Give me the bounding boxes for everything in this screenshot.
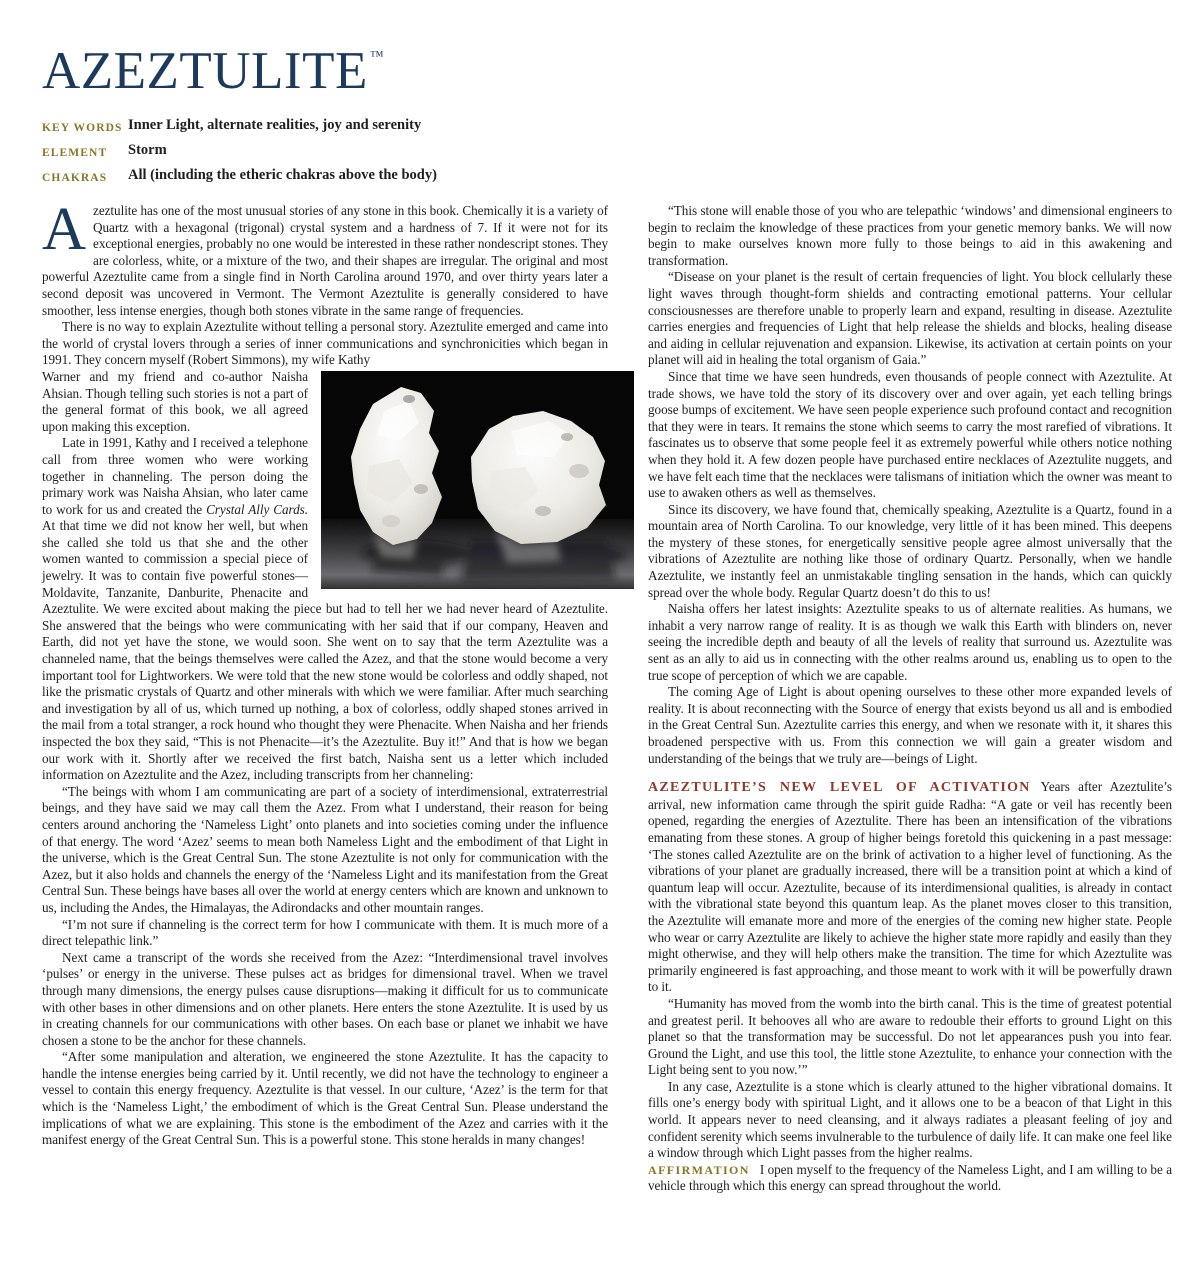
text-segment: In any case, Azeztulite is a stone which is clearly attuned to the higher vibrational domains. It fills one’s energy body with spiritual Light, and it allows one to be a beacon of that Light in this world. It appears never to need cleansing, and it always radiates a pleasant feeling of joy and confident serenity which seems invulnerable to the turbulence of daily life. It can make one feel like a window through which Light passes from the higher realms. <box>648 1078 1172 1161</box>
body-paragraph <box>42 784 608 917</box>
text-segment: Warner and my friend and co-author Naisha Ahsian. Though telling such stories is not a part of the general format of this book, we all agreed upon making this exception. <box>42 368 308 434</box>
meta-value: Storm <box>128 142 167 158</box>
left-column <box>42 196 608 1195</box>
text-segment: I open myself to the frequency of the Nameless Light, and I am willing to be a vehicle through which this energy can spread throughout the world. <box>648 1161 1172 1194</box>
meta-label: KEY WORDS <box>42 122 123 134</box>
meta-value: All (including the etheric chakras above the body) <box>128 167 437 183</box>
body-paragraph <box>648 996 1172 1079</box>
page-header <box>42 30 1172 189</box>
text-segment: There is no way to explain Azeztulite without telling a personal story. Azeztulite emerged and came into the world of crystal lovers through a series of inner communications and synchronicities which began in 1991. They concern myself (Robert Simmons), my wife Kathy <box>42 319 608 368</box>
meta-row <box>42 114 1172 139</box>
two-column-body <box>42 196 1172 1195</box>
meta-label: CHAKRAS <box>42 172 108 184</box>
azeztulite-photo <box>321 371 634 589</box>
text-segment: “After some manipulation and alteration, we engineered the stone Azeztulite. It has the capacity to handle the intense energies being carried by it. Until recently, we did not have the technology to engineer a vessel to contain this energy frequency. Azeztulite is that vessel. In our culture, ‘Azez’ is the term for that which is the ‘Nameless Light,’ the embodiment of which is the Great Central Sun. Please understand the implications of what we are explaining. This stone is the embodiment of the Azez and carries with it the manifest energy of the Great Central Sun. This is a powerful stone. This stone heralds in many changes! <box>42 1049 608 1148</box>
text-segment: “Humanity has moved from the womb into the birth canal. This is the time of greatest potential and greatest peril. It behooves all who are aware to redouble their efforts to ground Light on this planet so that the transformation may be successful. Do not let appearances push you into fear. Ground the Light, and use this tool, the little stone Azeztulite, to enhance your connection with the Light being sent to you now.’” <box>648 995 1172 1078</box>
title-text: AZEZTULITE <box>42 42 368 100</box>
body-paragraph <box>648 369 1172 502</box>
text-segment: At that time we did not know her well, but when she called she told us that she and the other women wanted to commission a special piece of jewelry. It was to contain five powerful stones—Moldavite, Tanzanite, Danburite, Phenacite and Azeztulite. We were excited about making the piece but had to tell her we had never heard of Azeztulite. She answered that the beings who were communicating with her said that if our company, Heaven and Earth, did not yet have the stone, we would soon. She went on to say that the term Azeztulite was a channeled name, that the beings themselves were called the Azez, and that the stone would become a very important tool for Lightworkers. We were told that the new stone would be colorless and oddly shaped, not like the prismatic crystals of Quartz and other minerals with which we were familiar. After much searching and investigation by all of us, which turned up nothing, a box of colorless, oddly shaped stones arrived in the mail from a total stranger, a rock hound who thought they were Phenacite. When Naisha and her friends inspected the box they said, “This is not Phenacite—it’s the Azeztulite. Buy it!” And that is how we began our work with it. Shortly after we received the first batch, Naisha sent us a letter which included information on Azeztulite and the Azez, including transcripts from her channeling: <box>42 518 608 783</box>
body-paragraph <box>42 1049 608 1149</box>
affirmation-paragraph <box>648 1162 1172 1195</box>
text-segment: Late in 1991, Kathy and I received a telephone call from three women who were working together in channeling. The person doing the primary work was Naisha Ahsian, who later came to work for us and created the <box>42 435 308 517</box>
body-paragraph <box>648 269 1172 369</box>
text-segment: Next came a transcript of the words she received from the Azez: “Interdimensional travel involves ‘pulses’ or energy in the universe. These pulses act as bridges for dimensional travel. When we travel through many dimensions, the energy pulses cause disruptions—making it difficult for us to communicate with other bases in other dimensions and on other planets. Here enters the stone Azeztulite. It is used by us in creating channels for our communications with other bases. On each base or planet we inhabit we have chosen a stone to be the anchor for these channels. <box>42 949 608 1048</box>
text-segment: Naisha offers her latest insights: Azeztulite speaks to us of alternate realities. As humans, we inhabit a very narrow range of reality. It is as though we walk this Earth with blinders on, never seeing the incredible depth and beauty of all the levels of reality that surround us. Azeztulite was sent as an ally to aid us in connecting with the other realms around us, enabling us to open to the true scope of perception of which we are capable. <box>648 601 1172 683</box>
body-paragraph <box>648 203 1172 269</box>
body-paragraph <box>42 319 608 369</box>
affirmation-label: AFFIRMATION <box>648 1162 750 1177</box>
intro-paragraph <box>42 196 608 319</box>
meta-label: ELEMENT <box>42 147 108 159</box>
body-paragraph <box>648 601 1172 684</box>
drop-cap: A <box>42 196 87 263</box>
right-column <box>648 203 1172 1195</box>
body-paragraph <box>42 917 608 950</box>
section-heading: AZEZTULITE’S NEW LEVEL OF ACTIVATION <box>648 780 1031 796</box>
text-segment: Years after Azeztulite’s arrival, new information came through the spirit guide Radha: “A gate or veil has recently been opened, regarding the energies of Azeztulite. There has been an intensification of the vibrations emanating from these stones. A group of higher beings foretold this quickening in a past message: ‘The stones called Azeztulite are on the brink of activation to a higher level of functioning. As the vibrations of your planet are gradually increased, there will be a transition point at which a kind of quantum leap will occur. Azeztulite, because of its interdimensional qualities, is already in contact with the vibrational state beyond this quantum leap. As the planet moves closer to this transition, the Azeztulite will emanate more and more of the energies of the coming new higher state. People who wear or carry Azeztulite are likely to achieve the higher state more rapidly and easily than they might otherwise, and they will help others make the transition. The time for which Azeztulite was primarily engineered is fast approaching, and those meant to work with it will be powerfully drawn to it. <box>648 779 1172 995</box>
body-paragraph <box>648 1079 1172 1162</box>
text-segment: “The beings with whom I am communicating are part of a society of interdimensional, extraterrestrial beings, and they have said we may call them the Azez. From what I understand, their reason for being centers around anchoring the ‘Nameless Light’ onto planets and into societies coming under the influence of that energy. The word ‘Azez’ seems to mean both Nameless Light and the embodiment of that Light in the universe, which is the Great Central Sun. The stone Azeztulite is not only for communication with the Azez, but it also holds and channels the energy of the ‘Nameless Light and its manifestation from the Great Central Sun. These beings have bases all over the world at energy centers which are known and unknown to us, including the Andes, the Himalayas, the Adirondacks and other mountain ranges. <box>42 783 608 915</box>
text-segment: Crystal Ally Cards. <box>206 501 308 517</box>
body-paragraph <box>648 502 1172 602</box>
body-paragraph <box>648 684 1172 767</box>
meta-block <box>42 114 1172 189</box>
meta-row <box>42 139 1172 164</box>
text-segment: “I’m not sure if channeling is the correct term for how I communicate with them. It is much more of a direct telepathic link.” <box>42 916 608 949</box>
text-segment: “Disease on your planet is the result of certain frequencies of light. You block cellularly these light waves through thought-form shields and contracting emotional patterns. Your cellular consciousnesses are therefore unable to properly learn and expand, resulting in disease. Azeztulite carries energies and frequencies of Light that help release the shields and blocks, healing disease and aiding in cellular rejuvenation and expansion. Likewise, its activation at certain points on your planet will aid in healing the total organism of Gaia.” <box>648 269 1172 368</box>
body-paragraph <box>42 950 608 1050</box>
text-segment: Since that time we have seen hundreds, even thousands of people connect with Azeztulite. At trade shows, we have told the story of its discovery over and over again, yet each telling brings goose bumps of excitement. We have seen people experience such profound contact and recognition that they were in tears. It remains the stone which seems to carry the most rarefied of vibrations. It fascinates us to observe that some people feel it as extremely powerful while others notice nothing when they hold it. A few dozen people have purchased entire necklaces of Azeztulite nuggets, and we have felt each time that the necklaces were talismans of initiation which the owner was meant to use to awaken others as well as themselves. <box>648 368 1172 501</box>
meta-row <box>42 164 1172 189</box>
page-title <box>42 30 1172 98</box>
meta-value: Inner Light, alternate realities, joy and serenity <box>128 117 422 133</box>
text-segment: The coming Age of Light is about opening ourselves to these other more expanded levels of reality. It is about reconnecting with the Source of energy that exists beyond us all and is embodied in the Great Central Sun. Azeztulite carries this energy, and when we resonate with it, it shares this broadened perspective with us. From this connection we will gain a greater wisdom and understanding of the beings that we truly are—beings of Light. <box>648 684 1172 766</box>
text-segment: zeztulite has one of the most unusual stories of any stone in this book. Chemically it is a variety of Quartz with a hexagonal (trigonal) crystal system and a hardness of 7. If it were not for its exceptional energies, probably no one would be interested in these rather nondescript stones. They are colorless, white, or a mixture of the two, and their shapes are irregular. The original and most powerful Azeztulite came from a single find in North Carolina around 1970, and over thirty years later a second deposit was uncovered in Vermont. The Vermont Azeztulite is generally considered to have smoother, less intense energies, though both stones vibrate in the same range of frequencies. <box>42 203 608 318</box>
text-segment: Since its discovery, we have found that, chemically speaking, Azeztulite is a Quartz, found in a mountain area of North Carolina. To our knowledge, very little of it has been mined. This deepens the mystery of these stones, for energetically sensitive people agree almost universally that the vibrations of Azeztulite are nothing like those of ordinary Quartz. Personally, when we handle Azeztulite, we instantly feel an unmistakable tingling sensation in the hands, which can quickly spread over the whole body. Regular Quartz doesn’t do this to us! <box>648 501 1172 600</box>
stone-photo-illustration <box>321 371 634 589</box>
text-segment: “This stone will enable those of you who are telepathic ‘windows’ and dimensional engineers to begin to reclaim the knowledge of these practices from your genetic memory banks. We will now begin to make ourselves known more fully to those beings to aid in this awakening and transformation. <box>648 203 1172 268</box>
trademark-symbol: ™ <box>369 49 384 64</box>
section-paragraph <box>648 779 1172 996</box>
